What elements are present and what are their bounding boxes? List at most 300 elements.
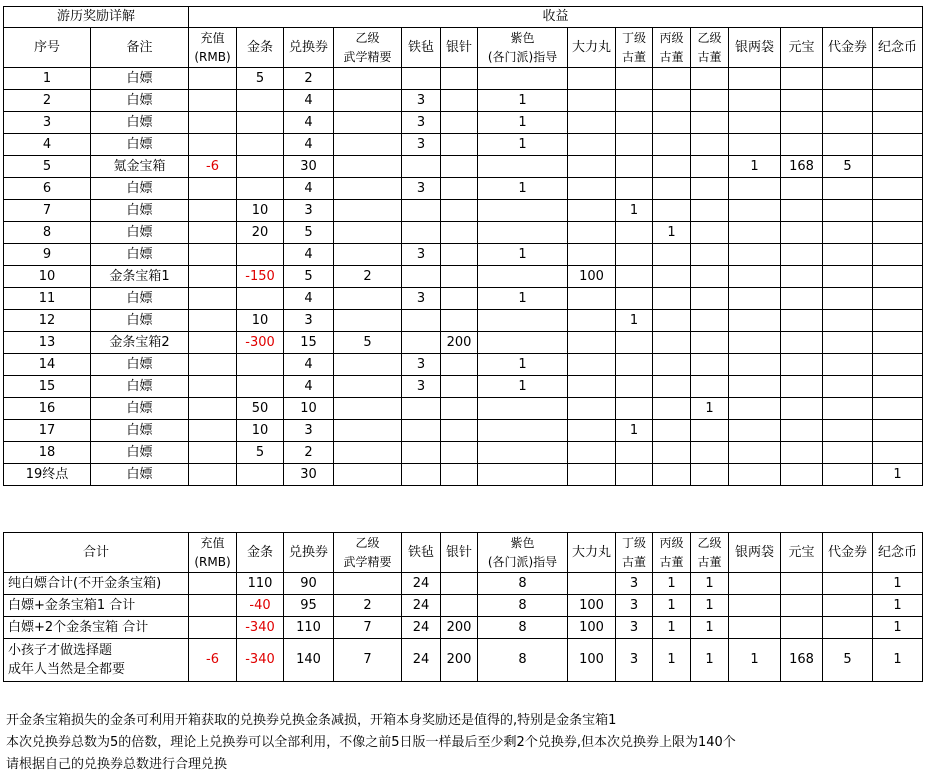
table-cell: 10 [237, 200, 284, 222]
table-cell [729, 573, 781, 595]
table-cell: 5 [237, 442, 284, 464]
table-cell [653, 200, 691, 222]
row-number: 15 [4, 376, 91, 398]
table-cell: 10 [284, 398, 334, 420]
table-cell: 7 [334, 617, 402, 639]
table-cell [781, 332, 823, 354]
table-cell: -6 [189, 156, 237, 178]
table-cell [441, 354, 478, 376]
table-cell: 30 [284, 464, 334, 486]
column-header: 金条 [237, 28, 284, 68]
table-cell: 1 [691, 573, 729, 595]
table-cell [568, 398, 616, 420]
table-cell [823, 595, 873, 617]
group-header-detail: 游历奖励详解 [4, 7, 189, 28]
table-cell [823, 442, 873, 464]
table-cell [781, 288, 823, 310]
table-cell: 1 [653, 595, 691, 617]
table-cell [781, 68, 823, 90]
table-cell [478, 222, 568, 244]
table-cell: 3 [402, 90, 441, 112]
table-cell [568, 90, 616, 112]
table-cell: 3 [616, 573, 653, 595]
table-cell [237, 464, 284, 486]
table-cell [781, 398, 823, 420]
table-cell [568, 288, 616, 310]
table-cell [691, 332, 729, 354]
table-row [4, 134, 923, 156]
table-cell: 3 [284, 310, 334, 332]
table-cell [729, 464, 781, 486]
notes [6, 710, 736, 776]
table-row [4, 156, 923, 178]
table-cell [691, 464, 729, 486]
table-cell: 3 [402, 112, 441, 134]
table-cell [189, 266, 237, 288]
table-cell [189, 595, 237, 617]
totals-header-row [4, 533, 923, 573]
table-cell [781, 420, 823, 442]
table-cell [402, 420, 441, 442]
table-cell: 4 [284, 178, 334, 200]
table-cell [568, 112, 616, 134]
table-cell [781, 112, 823, 134]
table-cell: -40 [237, 595, 284, 617]
table-cell: 3 [616, 639, 653, 682]
row-note: 白嫖 [91, 464, 189, 486]
row-note: 金条宝箱2 [91, 332, 189, 354]
table-cell [873, 90, 923, 112]
table-cell: 1 [873, 617, 923, 639]
table-cell: 3 [402, 244, 441, 266]
table-cell [616, 442, 653, 464]
table-cell: 50 [237, 398, 284, 420]
table-cell [441, 178, 478, 200]
table-cell [189, 134, 237, 156]
table-cell [189, 310, 237, 332]
table-cell: 2 [284, 68, 334, 90]
row-note: 白嫖 [91, 310, 189, 332]
table-cell [334, 310, 402, 332]
table-cell [189, 573, 237, 595]
column-header: 银针 [441, 28, 478, 68]
table-cell [691, 178, 729, 200]
table-cell [653, 288, 691, 310]
table-cell [823, 464, 873, 486]
table-cell [781, 573, 823, 595]
table-cell [873, 266, 923, 288]
row-note: 白嫖 [91, 420, 189, 442]
table-cell [189, 332, 237, 354]
column-header: 大力丸 [568, 533, 616, 573]
table-cell [616, 464, 653, 486]
table-cell: 1 [653, 222, 691, 244]
table-cell [873, 156, 923, 178]
table-cell [823, 266, 873, 288]
table-cell [237, 244, 284, 266]
group-header-income: 收益 [189, 7, 923, 28]
table-cell [334, 90, 402, 112]
table-row [4, 420, 923, 442]
table-cell [568, 222, 616, 244]
row-number: 3 [4, 112, 91, 134]
table-cell [237, 376, 284, 398]
table-cell [478, 420, 568, 442]
table-cell: 8 [478, 617, 568, 639]
table-row [4, 376, 923, 398]
table-cell [823, 200, 873, 222]
table-cell [334, 288, 402, 310]
table-cell: 110 [237, 573, 284, 595]
table-cell [441, 573, 478, 595]
row-number: 11 [4, 288, 91, 310]
table-cell [873, 376, 923, 398]
column-header: 乙级 古董 [691, 28, 729, 68]
table-cell [568, 244, 616, 266]
table-cell [823, 398, 873, 420]
table-cell [653, 332, 691, 354]
column-header: 序号 [4, 28, 91, 68]
table-row [4, 90, 923, 112]
row-note: 氪金宝箱 [91, 156, 189, 178]
rewards-detail-table [3, 6, 923, 486]
column-header: 铁毡 [402, 28, 441, 68]
column-header: 乙级 古董 [691, 533, 729, 573]
row-note: 白嫖 [91, 90, 189, 112]
table-cell [653, 112, 691, 134]
table-cell [568, 68, 616, 90]
table-cell [189, 90, 237, 112]
row-note: 白嫖 [91, 222, 189, 244]
table-cell: 1 [691, 595, 729, 617]
table-cell [616, 288, 653, 310]
row-note: 白嫖 [91, 442, 189, 464]
table-cell [237, 288, 284, 310]
table-cell [334, 442, 402, 464]
column-header: 代金券 [823, 28, 873, 68]
table-cell [781, 134, 823, 156]
column-header: 备注 [91, 28, 189, 68]
table-cell: 8 [478, 595, 568, 617]
table-cell: 5 [823, 639, 873, 682]
table-cell: 4 [284, 288, 334, 310]
column-header: 充值 (RMB) [189, 533, 237, 573]
table-cell [189, 464, 237, 486]
table-cell [616, 376, 653, 398]
totals-row [4, 595, 923, 617]
table-cell [616, 68, 653, 90]
table-cell [691, 376, 729, 398]
table-cell: 15 [284, 332, 334, 354]
column-header: 兑换券 [284, 28, 334, 68]
table-cell [873, 398, 923, 420]
table-cell [653, 156, 691, 178]
row-note: 白嫖 [91, 398, 189, 420]
table-cell: -340 [237, 639, 284, 682]
table-cell [873, 332, 923, 354]
table-cell [402, 442, 441, 464]
totals-row [4, 617, 923, 639]
row-note: 白嫖 [91, 288, 189, 310]
table-cell [334, 398, 402, 420]
table-cell [691, 310, 729, 332]
table-cell [334, 68, 402, 90]
table-cell [873, 288, 923, 310]
table-cell: 95 [284, 595, 334, 617]
table-cell: 3 [402, 178, 441, 200]
row-number: 14 [4, 354, 91, 376]
table-cell [568, 420, 616, 442]
table-cell [189, 68, 237, 90]
table-cell: 200 [441, 332, 478, 354]
table-cell [189, 398, 237, 420]
column-header: 乙级 武学精要 [334, 533, 402, 573]
table-cell: 3 [284, 420, 334, 442]
table-cell [729, 288, 781, 310]
table-cell [441, 398, 478, 420]
row-number: 18 [4, 442, 91, 464]
table-cell: 4 [284, 112, 334, 134]
table-cell [691, 420, 729, 442]
table-cell: 7 [334, 639, 402, 682]
table-cell [237, 354, 284, 376]
column-header: 紫色 (各门派)指导 [478, 533, 568, 573]
table-cell [691, 112, 729, 134]
table-cell [729, 617, 781, 639]
table-cell [189, 244, 237, 266]
table-cell: 1 [729, 639, 781, 682]
table-cell [691, 134, 729, 156]
table-cell [729, 68, 781, 90]
totals-table [3, 532, 923, 682]
table-cell: 4 [284, 134, 334, 156]
table-cell: 5 [334, 332, 402, 354]
table-cell [781, 310, 823, 332]
table-cell [691, 442, 729, 464]
column-header: 丙级 古董 [653, 28, 691, 68]
column-header: 纪念币 [873, 533, 923, 573]
column-header: 金条 [237, 533, 284, 573]
table-cell [402, 156, 441, 178]
table-cell [729, 420, 781, 442]
table-cell [616, 398, 653, 420]
table-cell [653, 68, 691, 90]
table-cell [729, 354, 781, 376]
table-cell [823, 573, 873, 595]
table-cell: 3 [402, 376, 441, 398]
table-cell: 168 [781, 639, 823, 682]
table-cell: 3 [402, 134, 441, 156]
table-cell [616, 266, 653, 288]
row-note: 白嫖 [91, 112, 189, 134]
table-cell [873, 112, 923, 134]
table-row [4, 288, 923, 310]
table-row [4, 200, 923, 222]
table-cell [237, 156, 284, 178]
table-cell: 100 [568, 595, 616, 617]
table-cell: 1 [616, 310, 653, 332]
row-note: 白嫖 [91, 68, 189, 90]
table-cell [616, 134, 653, 156]
table-cell: 4 [284, 376, 334, 398]
table-cell [402, 464, 441, 486]
table-cell [334, 134, 402, 156]
table-cell [189, 222, 237, 244]
table-cell [334, 222, 402, 244]
table-cell: 200 [441, 639, 478, 682]
column-header: 纪念币 [873, 28, 923, 68]
table-cell [781, 178, 823, 200]
row-number: 9 [4, 244, 91, 266]
table-cell [568, 354, 616, 376]
table-cell [568, 332, 616, 354]
table-cell [691, 354, 729, 376]
table-cell [823, 222, 873, 244]
table-cell: 4 [284, 244, 334, 266]
table-row [4, 354, 923, 376]
table-cell [334, 178, 402, 200]
column-header: 紫色 (各门派)指导 [478, 28, 568, 68]
table-cell [823, 354, 873, 376]
table-cell [402, 332, 441, 354]
table-cell [691, 68, 729, 90]
table-cell: 1 [478, 112, 568, 134]
table-cell: 24 [402, 595, 441, 617]
table-cell [334, 156, 402, 178]
table-cell [237, 112, 284, 134]
table-cell: 10 [237, 310, 284, 332]
table-cell [441, 90, 478, 112]
table-cell: 90 [284, 573, 334, 595]
table-cell [729, 112, 781, 134]
table-cell: 100 [568, 639, 616, 682]
table-cell [568, 134, 616, 156]
table-cell: 2 [334, 595, 402, 617]
table-cell [441, 310, 478, 332]
table-row [4, 68, 923, 90]
table-row [4, 244, 923, 266]
table-cell [402, 200, 441, 222]
row-note: 金条宝箱1 [91, 266, 189, 288]
row-number: 16 [4, 398, 91, 420]
table-cell [441, 420, 478, 442]
table-cell: 3 [402, 288, 441, 310]
table-cell [478, 156, 568, 178]
column-header: 铁毡 [402, 533, 441, 573]
row-note: 白嫖 [91, 376, 189, 398]
table-cell [189, 288, 237, 310]
table-cell [729, 442, 781, 464]
table-cell: 1 [616, 420, 653, 442]
table-cell: 1 [478, 354, 568, 376]
table-cell: 1 [653, 573, 691, 595]
table-cell: 1 [478, 178, 568, 200]
totals-label: 纯白嫖合计(不开金条宝箱) [4, 573, 189, 595]
table-cell [189, 442, 237, 464]
row-number: 1 [4, 68, 91, 90]
table-cell: 1 [691, 398, 729, 420]
table-cell [189, 178, 237, 200]
table-cell [653, 134, 691, 156]
table-cell [189, 376, 237, 398]
table-cell [478, 310, 568, 332]
table-cell [653, 354, 691, 376]
table-cell [691, 90, 729, 112]
table-cell [823, 420, 873, 442]
table-cell: 1 [478, 288, 568, 310]
table-cell: -6 [189, 639, 237, 682]
row-note: 白嫖 [91, 354, 189, 376]
table-cell: 1 [478, 376, 568, 398]
table-cell [478, 398, 568, 420]
table-cell [568, 200, 616, 222]
table-row [4, 112, 923, 134]
table-cell: 1 [729, 156, 781, 178]
table-cell [653, 310, 691, 332]
table-cell [729, 222, 781, 244]
table-cell [873, 354, 923, 376]
table-cell [616, 90, 653, 112]
table-cell [873, 244, 923, 266]
table-cell [237, 134, 284, 156]
note-line: 本次兑换券总数为5的倍数，理论上兑换券可以全部利用，不像之前5日版一样最后至少剩2个兑换券,但本次兑换券上限为140个 [6, 735, 736, 750]
table-cell [334, 573, 402, 595]
table-cell [653, 376, 691, 398]
table-cell [441, 595, 478, 617]
table-cell [653, 90, 691, 112]
table-cell [568, 464, 616, 486]
table-cell: 8 [478, 573, 568, 595]
column-header: 银针 [441, 533, 478, 573]
row-note: 白嫖 [91, 200, 189, 222]
column-header: 代金券 [823, 533, 873, 573]
table-cell: 5 [284, 222, 334, 244]
table-cell [873, 68, 923, 90]
table-cell [334, 420, 402, 442]
table-cell: 3 [284, 200, 334, 222]
table-cell [616, 178, 653, 200]
table-cell: 1 [653, 617, 691, 639]
table-cell [334, 464, 402, 486]
table-cell: 4 [284, 354, 334, 376]
table-cell [823, 288, 873, 310]
column-header: 丁级 古董 [616, 533, 653, 573]
table-row [4, 442, 923, 464]
row-number: 12 [4, 310, 91, 332]
table-cell [653, 442, 691, 464]
table-cell: 8 [478, 639, 568, 682]
table-cell [781, 90, 823, 112]
table-cell [478, 200, 568, 222]
table-cell [691, 266, 729, 288]
column-header: 丙级 古董 [653, 533, 691, 573]
totals-row [4, 573, 923, 595]
table-cell: 30 [284, 156, 334, 178]
note-line: 开金条宝箱损失的金条可利用开箱获取的兑换券兑换金条减损，开箱本身奖励还是值得的,特别是金条宝箱1 [6, 713, 617, 728]
table-cell [729, 244, 781, 266]
table-cell [441, 200, 478, 222]
table-cell [653, 420, 691, 442]
table-cell [441, 134, 478, 156]
table-cell [781, 354, 823, 376]
column-header: 乙级 武学精要 [334, 28, 402, 68]
table-cell: -150 [237, 266, 284, 288]
table-cell [334, 200, 402, 222]
table-row [4, 310, 923, 332]
table-cell: -340 [237, 617, 284, 639]
table-cell [616, 332, 653, 354]
table-cell [402, 310, 441, 332]
